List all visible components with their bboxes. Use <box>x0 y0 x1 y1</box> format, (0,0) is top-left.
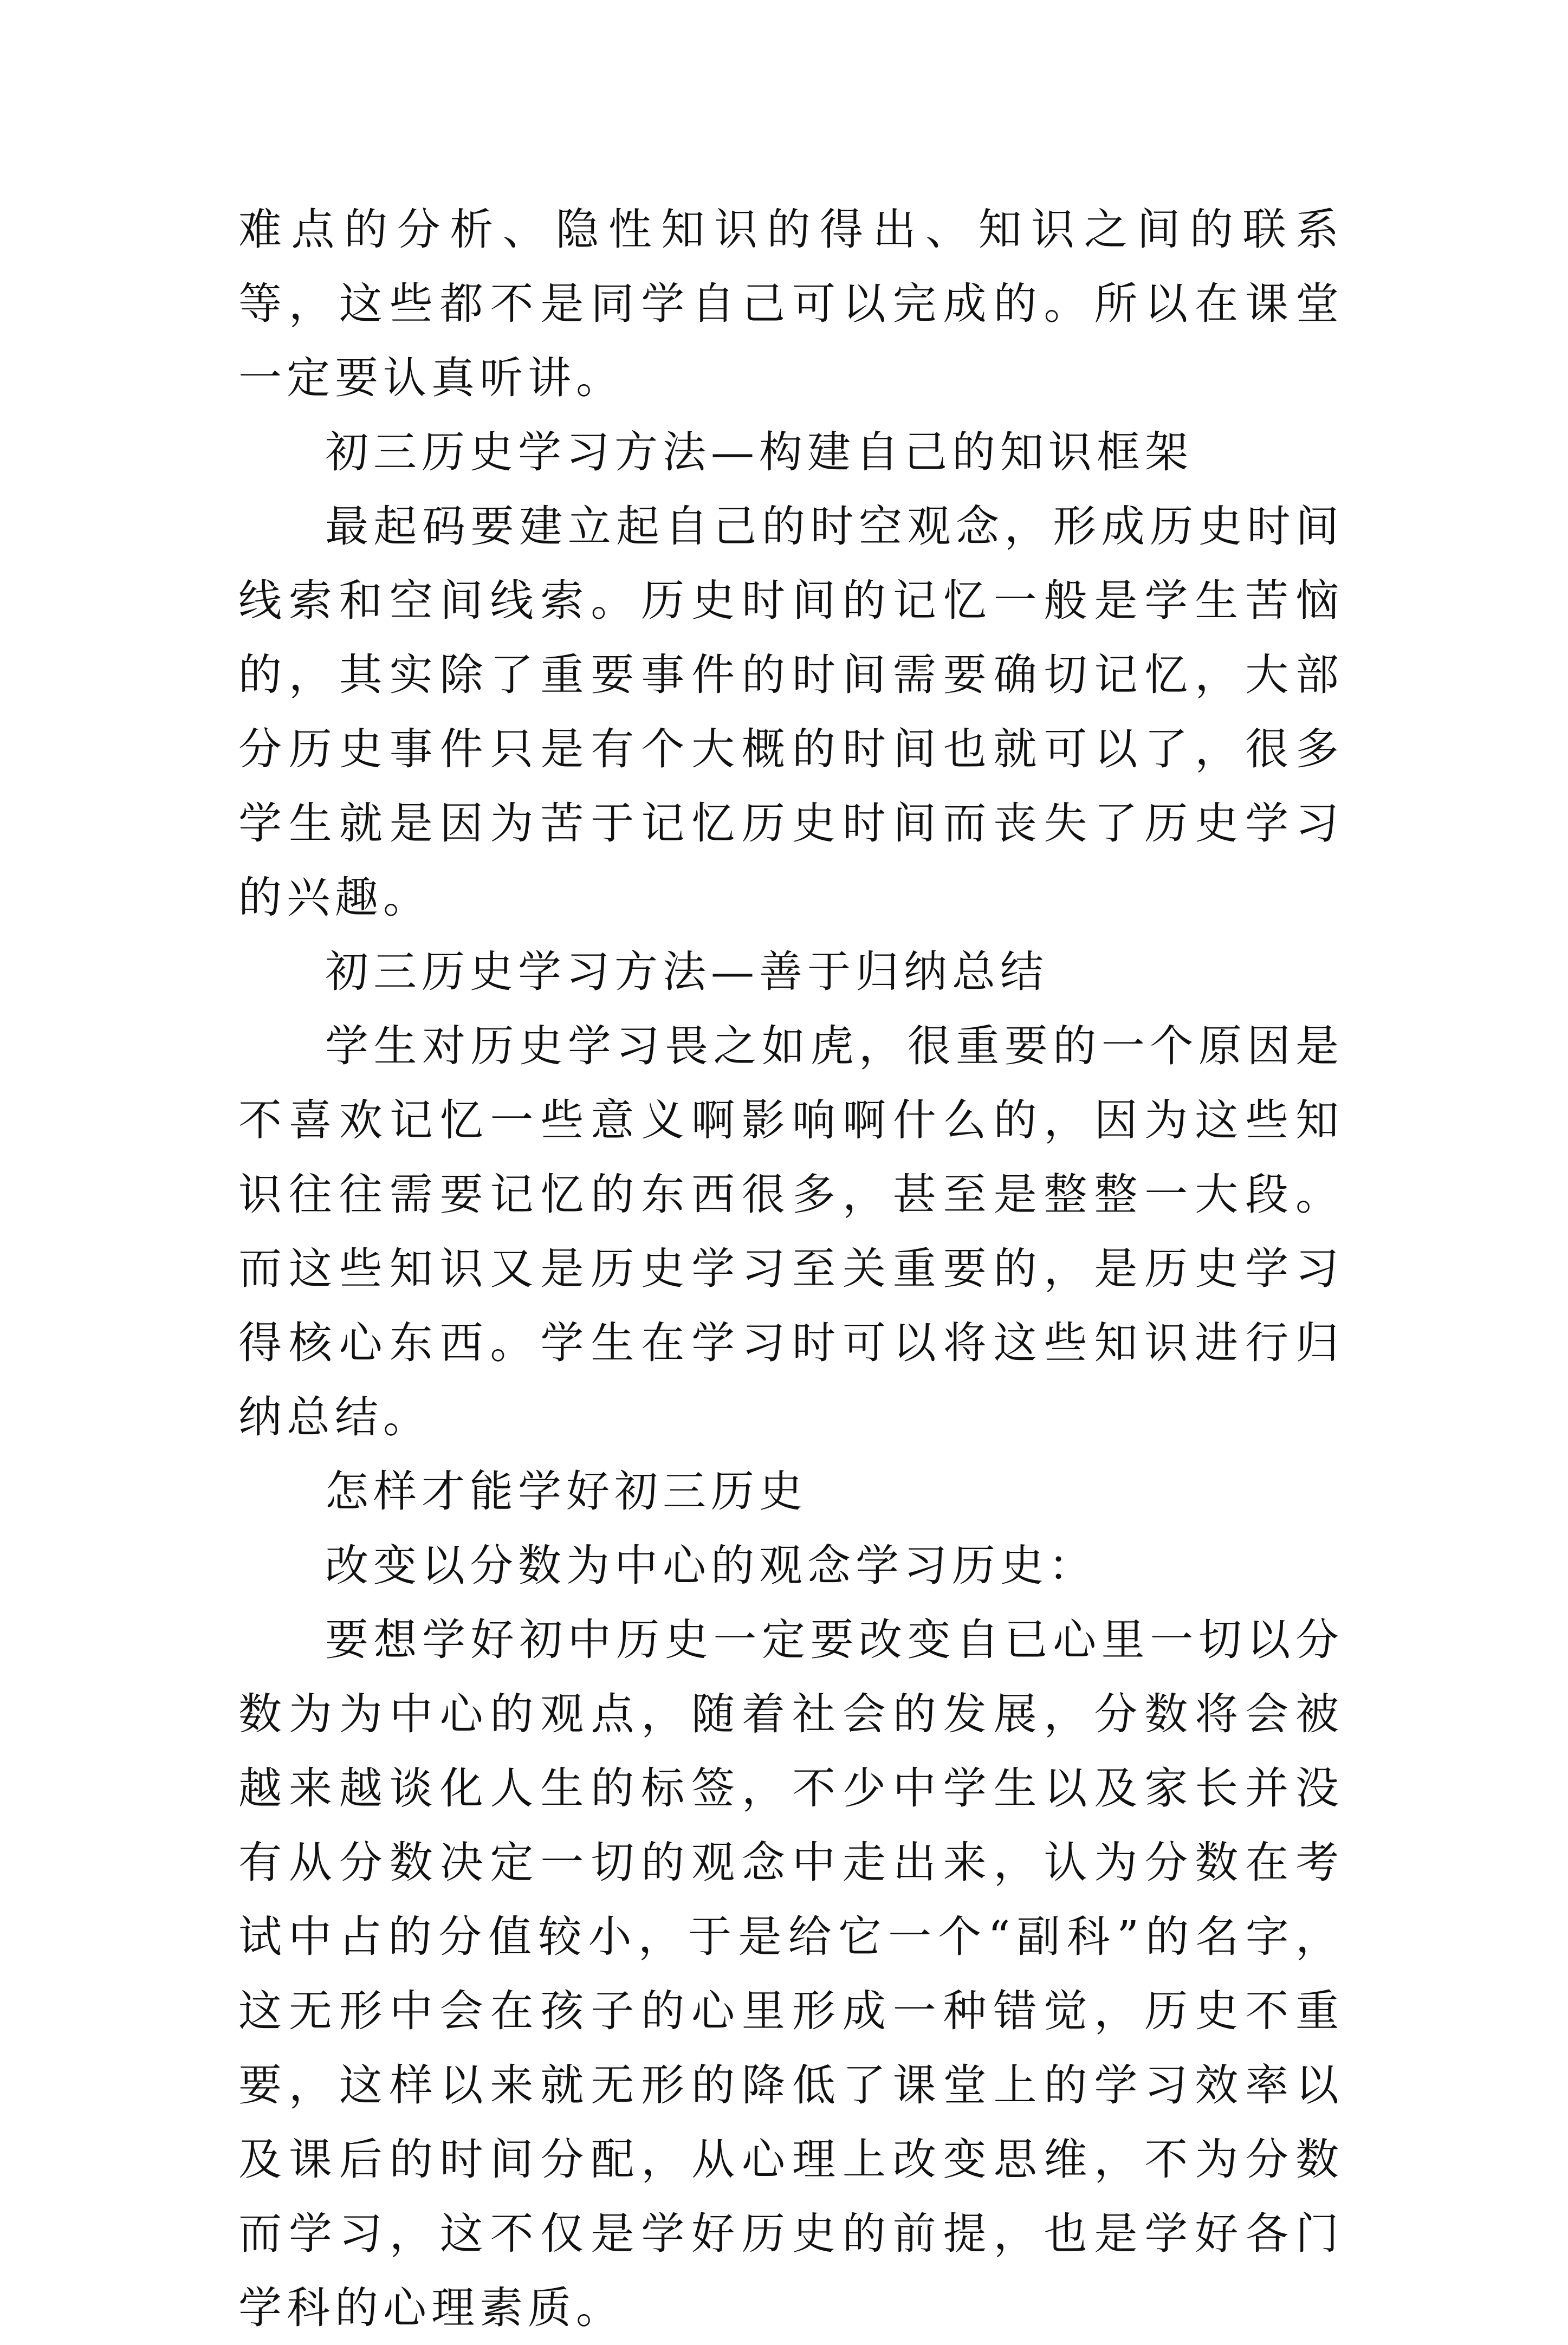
paragraph-timeline: 最起码要建立起自己的时空观念，形成历史时间线索和空间线索。历史时间的记忆一般是学生苦恼的，其实除了重要事件的时间需要确切记忆，大部分历史事件只是有个大概的时间也就可以了，很多学生就是因为苦于记忆历史时间而丧失了历史学习的兴趣。 <box>238 501 1344 923</box>
section-heading-how-to-learn: 怎样才能学好初三历史 <box>325 1466 807 1517</box>
section-heading-change-mindset: 改变以分数为中心的观念学习历史： <box>325 1540 1097 1591</box>
paragraph-summarize: 学生对历史学习畏之如虎，很重要的一个原因是不喜欢记忆一些意义啊影响啊什么的，因为这些知识往往需要记忆的东西很多，甚至是整整一大段。而这些知识又是历史学习至关重要的，是历史学习得核心东西。学生在学习时可以将这些知识进行归纳总结。 <box>238 1021 1344 1442</box>
section-heading-summarize: 初三历史学习方法—善于归纳总结 <box>325 947 1048 997</box>
document-body <box>238 192 1344 2345</box>
paragraph-continued: 难点的分析、隐性知识的得出、知识之间的联系等，这些都不是同学自己可以完成的。所以在课堂一定要认真听讲。 <box>238 204 1344 403</box>
paragraph-mindset: 要想学好初中历史一定要改变自已心里一切以分数为为中心的观点，随着社会的发展，分数将会被越来越谈化人生的标签，不少中学生以及家长并没有从分数决定一切的观念中走出来，认为分数在考试中占的分值较小，于是给它一个“副科”的名字，这无形中会在孩子的心里形成一种错觉，历史不重要，这样以来就无形的降低了课堂上的学习效率以及课后的时间分配，从心理上改变思维，不为分数而学习，这不仅是学好历史的前提，也是学好各门学科的心理素质。 <box>238 1615 1344 2333</box>
section-heading-knowledge-framework: 初三历史学习方法—构建自己的知识框架 <box>325 427 1193 477</box>
